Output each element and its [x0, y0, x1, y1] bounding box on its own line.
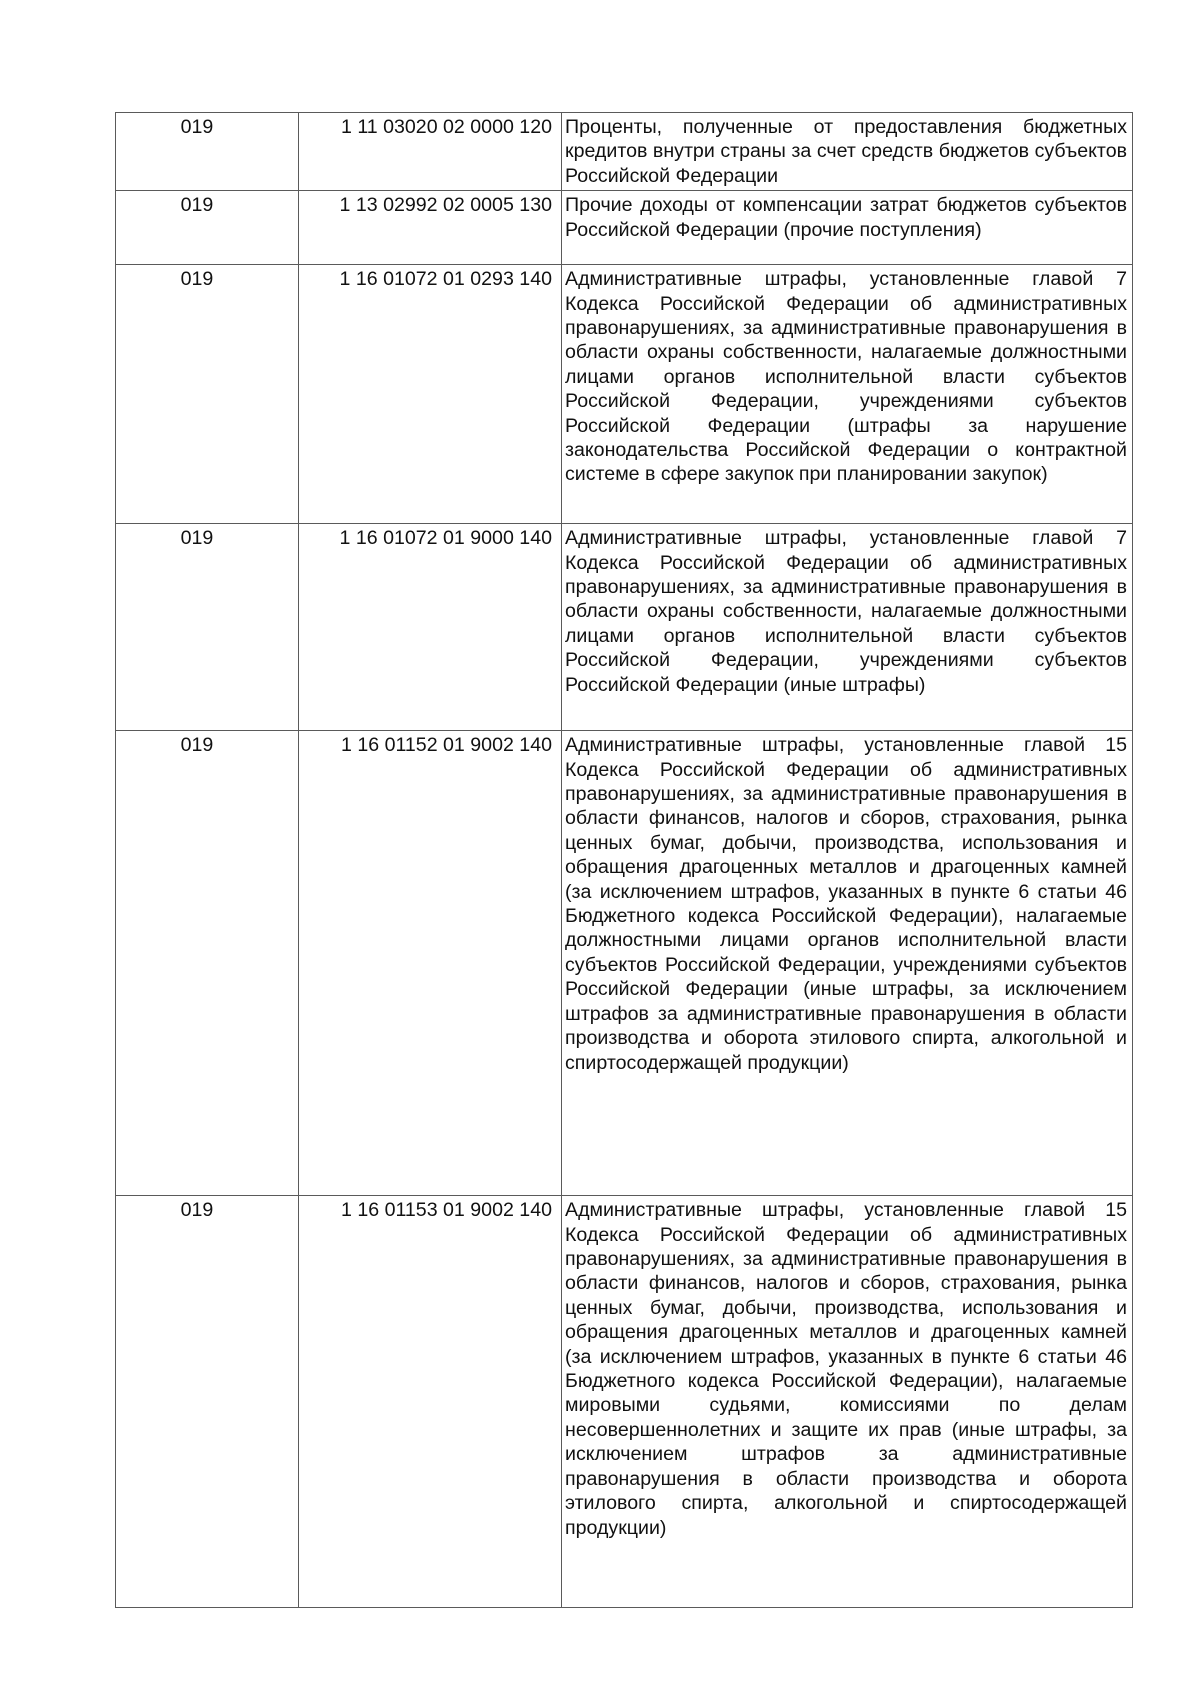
- kbk-code-cell: 1 13 02992 02 0005 130: [299, 191, 562, 265]
- income-name-cell: Проценты, полученные от предоставления бюджетных кредитов внутри страны за счет средств бюджетов субъектов Российской Федерации: [562, 113, 1133, 191]
- income-name-cell: Прочие доходы от компенсации затрат бюджетов субъектов Российской Федерации (прочие поступления): [562, 191, 1133, 265]
- income-name-cell: Административные штрафы, установленные главой 7 Кодекса Российской Федерации об административных правонарушениях, за административные правонарушения в области охраны собственности, налагаемые должностными лицами органов исполнительной власти субъектов Российской Федерации, учреждениями субъектов Российской Федерации (штрафы за нарушение законодательства Российской Федерации о контрактной системе в сфере закупок при планировании закупок): [562, 265, 1133, 524]
- income-name-cell: Административные штрафы, установленные главой 15 Кодекса Российской Федерации об административных правонарушениях, за административные правонарушения в области финансов, налогов и сборов, страхования, рынка ценных бумаг, добычи, производства, использования и обращения драгоценных металлов и драгоценных камней (за исключением штрафов, указанных в пункте 6 статьи 46 Бюджетного кодекса Российской Федерации), налагаемые мировыми судьями, комиссиями по делам несовершеннолетних и защите их прав (иные штрафы, за исключением штрафов за административные правонарушения в области производства и оборота этилового спирта, алкогольной и спиртосодержащей продукции): [562, 1196, 1133, 1608]
- table-row: [116, 113, 1133, 191]
- admin-code-cell: 019: [116, 191, 299, 265]
- admin-code-cell: 019: [116, 1196, 299, 1608]
- admin-code-cell: 019: [116, 731, 299, 1196]
- admin-code-cell: 019: [116, 524, 299, 731]
- admin-code-cell: 019: [116, 113, 299, 191]
- kbk-code-cell: 1 16 01072 01 9000 140: [299, 524, 562, 731]
- budget-codes-table: [115, 112, 1133, 1608]
- table-row: [116, 265, 1133, 524]
- table-row: [116, 524, 1133, 731]
- kbk-code-cell: 1 16 01072 01 0293 140: [299, 265, 562, 524]
- table-row: [116, 1196, 1133, 1608]
- admin-code-cell: 019: [116, 265, 299, 524]
- income-name-cell: Административные штрафы, установленные главой 15 Кодекса Российской Федерации об административных правонарушениях, за административные правонарушения в области финансов, налогов и сборов, страхования, рынка ценных бумаг, добычи, производства, использования и обращения драгоценных металлов и драгоценных камней (за исключением штрафов, указанных в пункте 6 статьи 46 Бюджетного кодекса Российской Федерации), налагаемые должностными лицами органов исполнительной власти субъектов Российской Федерации, учреждениями субъектов Российской Федерации (иные штрафы, за исключением штрафов за административные правонарушения в области производства и оборота этилового спирта, алкогольной и спиртосодержащей продукции): [562, 731, 1133, 1196]
- kbk-code-cell: 1 16 01153 01 9002 140: [299, 1196, 562, 1608]
- kbk-code-cell: 1 11 03020 02 0000 120: [299, 113, 562, 191]
- kbk-code-cell: 1 16 01152 01 9002 140: [299, 731, 562, 1196]
- table-row: [116, 731, 1133, 1196]
- table-row: [116, 191, 1133, 265]
- income-name-cell: Административные штрафы, установленные главой 7 Кодекса Российской Федерации об административных правонарушениях, за административные правонарушения в области охраны собственности, налагаемые должностными лицами органов исполнительной власти субъектов Российской Федерации, учреждениями субъектов Российской Федерации (иные штрафы): [562, 524, 1133, 731]
